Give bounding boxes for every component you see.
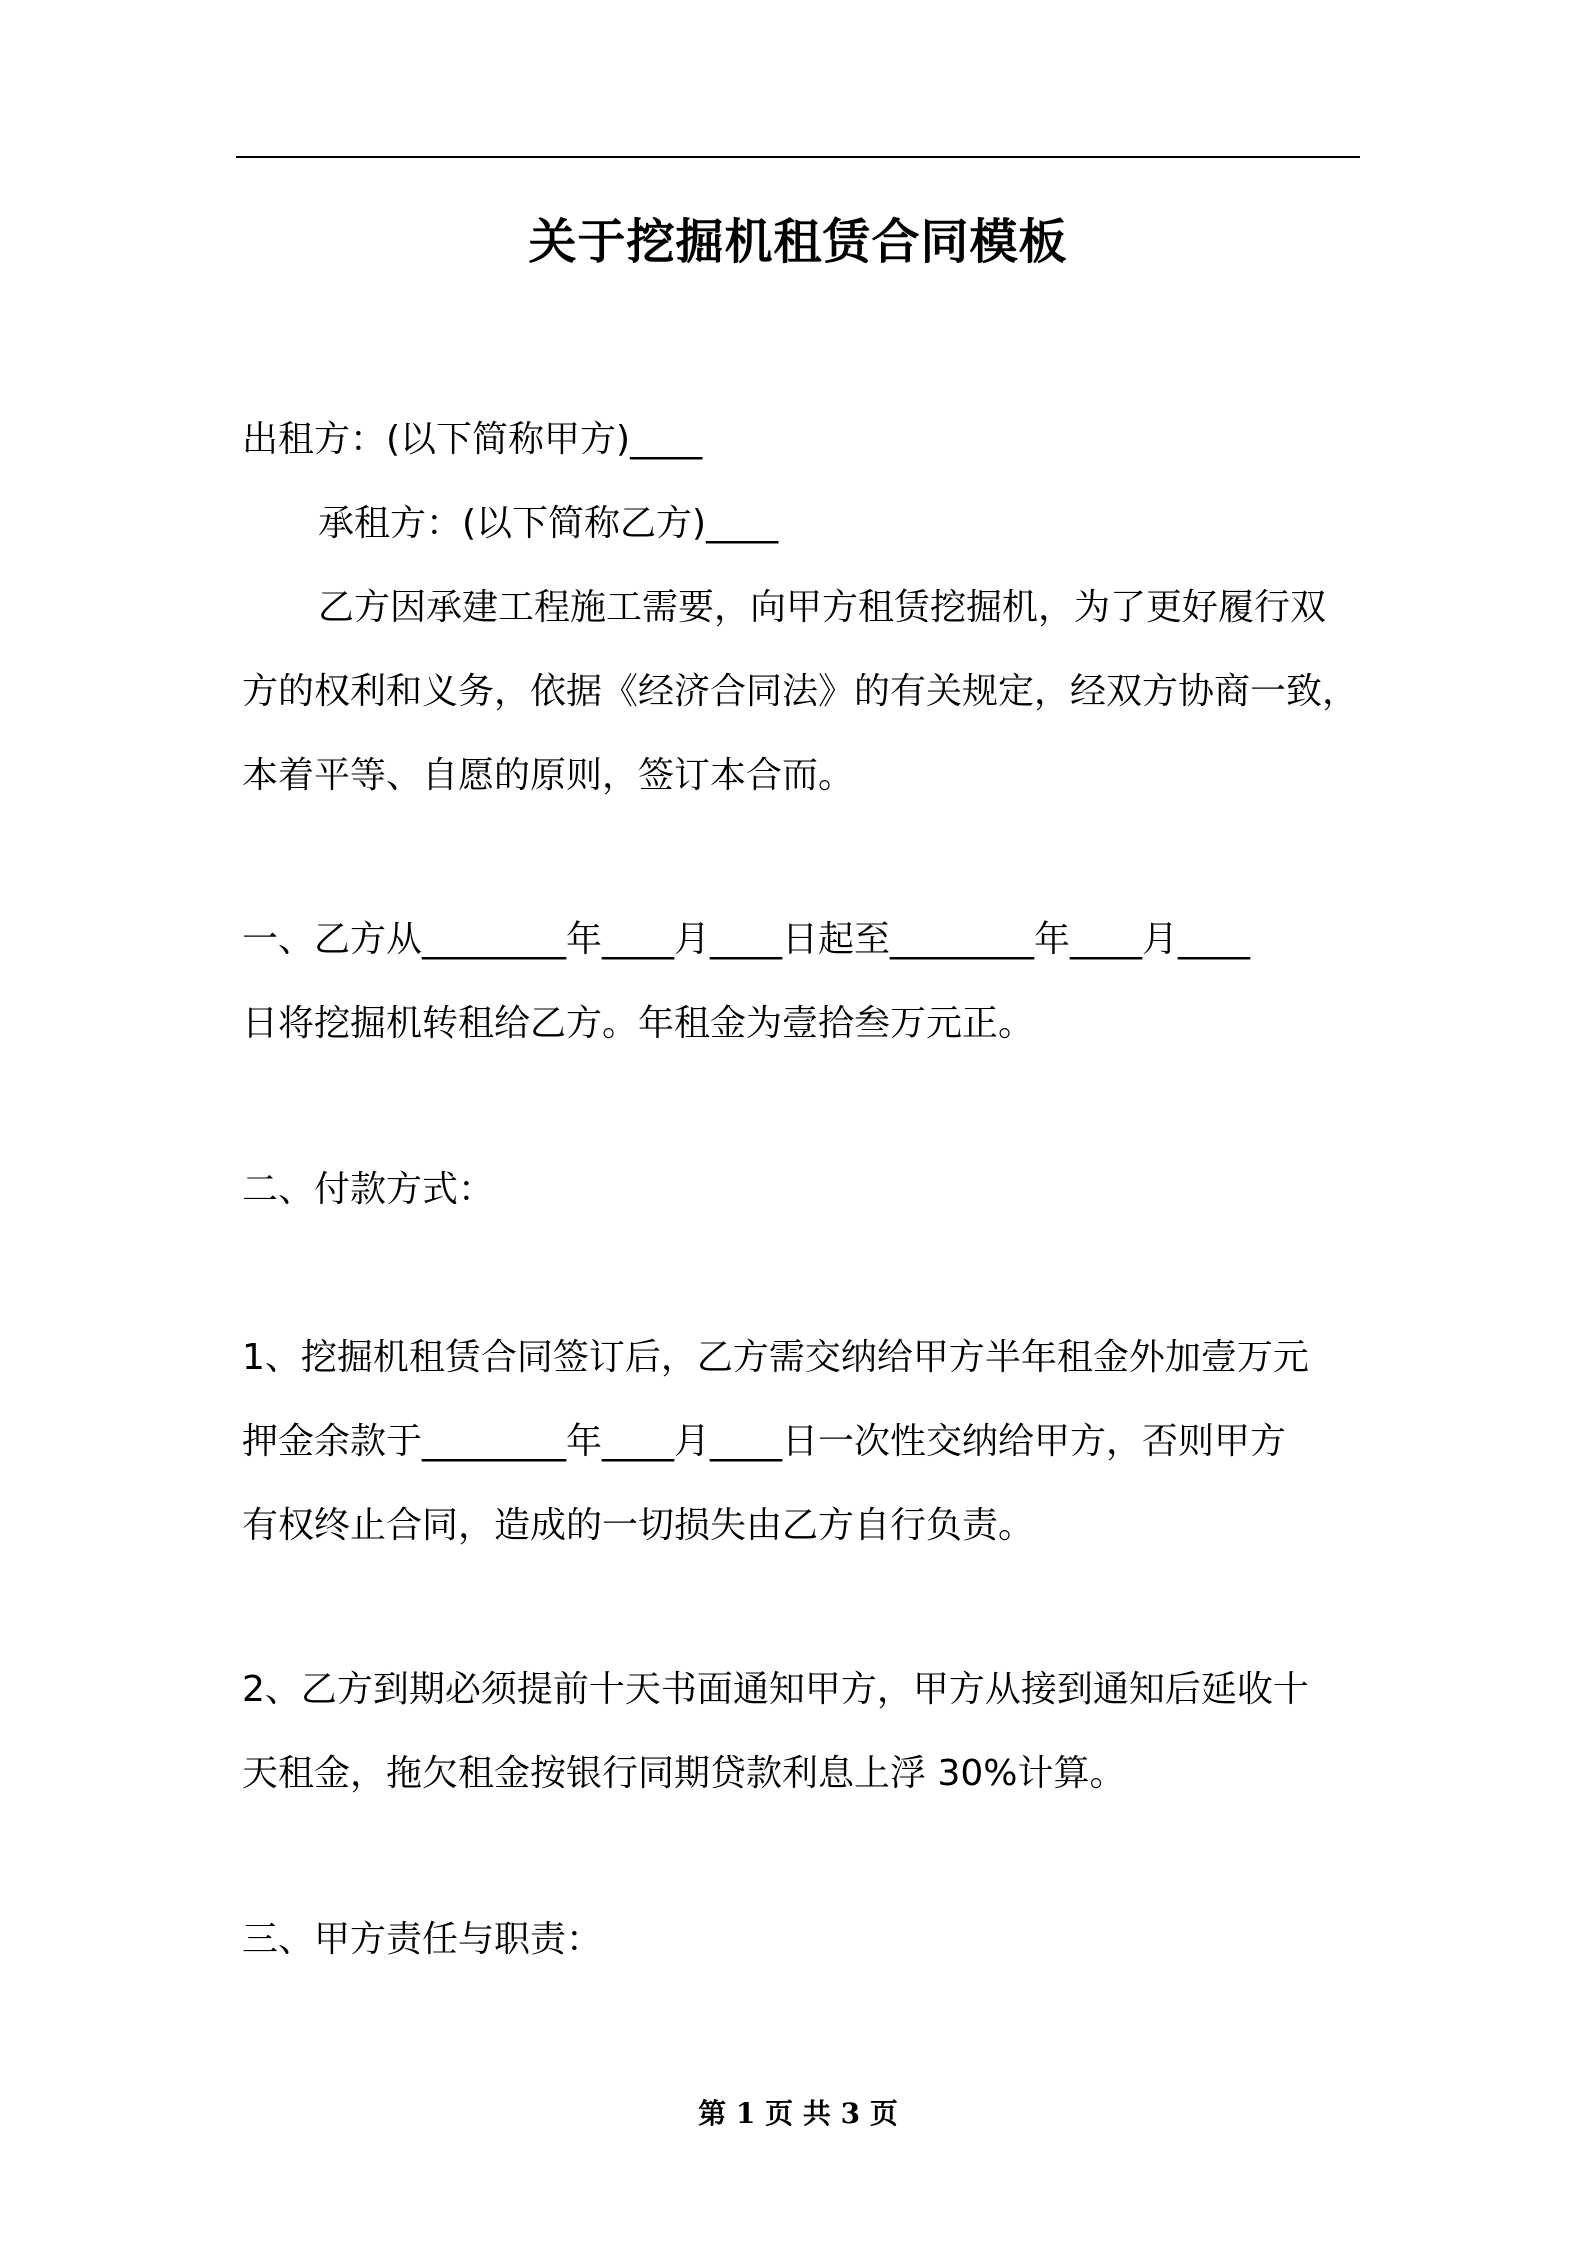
clause-1-line-2: 日将挖掘机转租给乙方。年租金为壹拾叁万元正。 bbox=[242, 1003, 1035, 1044]
lessor-line: 出租方：(以下简称甲方)____ bbox=[242, 419, 703, 460]
clause-3-heading: 三、甲方责任与职责： bbox=[242, 1919, 603, 1960]
preamble-line-2: 方的权利和义务，依据《经济合同法》的有关规定，经双方协商一致， bbox=[242, 671, 1359, 712]
clause-2-item-2-line-1: 2、乙方到期必须提前十天书面通知甲方，甲方从接到通知后延收十 bbox=[242, 1669, 1309, 1710]
clause-2-item-2-line-2: 天租金，拖欠租金按银行同期贷款利息上浮 30%计算。 bbox=[242, 1753, 1126, 1794]
lessee-line: 承租方：(以下简称乙方)____ bbox=[318, 503, 779, 544]
preamble-line-3: 本着平等、自愿的原则，签订本合而。 bbox=[242, 755, 855, 796]
clause-2-item-1-line-3: 有权终止合同，造成的一切损失由乙方自行负责。 bbox=[242, 1505, 1035, 1546]
clause-1-line-1: 一、乙方从________年____月____日起至________年____月____ bbox=[242, 919, 1251, 960]
document-title: 关于挖掘机租赁合同模板 bbox=[528, 214, 1068, 270]
page-footer: 第 1 页 共 3 页 bbox=[698, 2097, 898, 2130]
header-rule bbox=[236, 156, 1360, 158]
clause-2-heading: 二、付款方式： bbox=[242, 1169, 495, 1210]
clause-2-item-1-line-1: 1、挖掘机租赁合同签订后，乙方需交纳给甲方半年租金外加壹万元 bbox=[242, 1337, 1309, 1378]
preamble-line-1: 乙方因承建工程施工需要，向甲方租赁挖掘机，为了更好履行双 bbox=[318, 587, 1327, 628]
clause-2-item-1-line-2: 押金余款于________年____月____日一次性交纳给甲方，否则甲方 bbox=[242, 1421, 1287, 1462]
